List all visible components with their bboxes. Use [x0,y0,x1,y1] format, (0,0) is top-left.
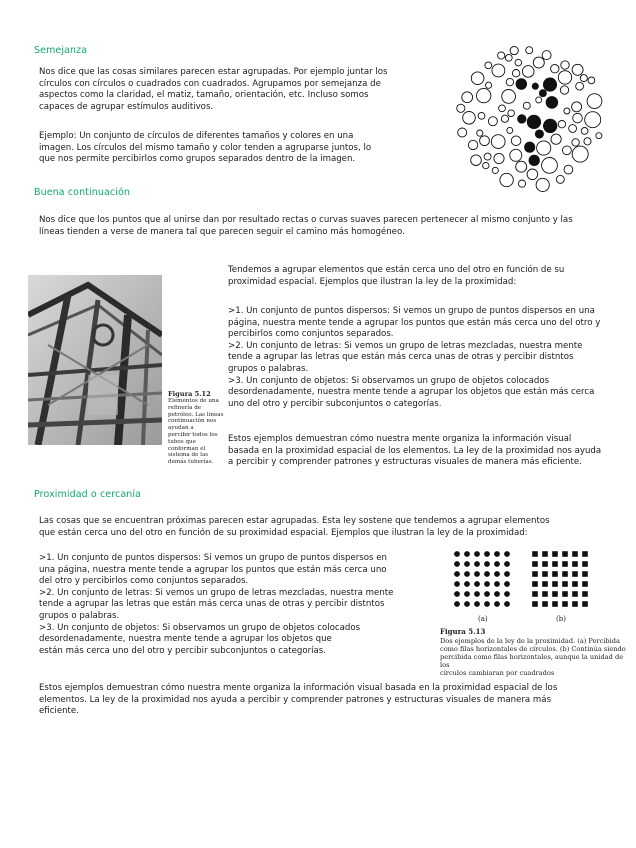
semejanza-example: Ejemplo: Un conjunto de círculos de diferentes tamaños y colores en una imagen. Los círculos del mismo tamaño y color tenden a agruparse juntos, lo que nos permite percibirlos como grupos separados dentro de la imagen. [39,131,372,165]
figure-title: Figura 5.13 [440,627,486,636]
photo-caption: Elementos de una refinería de petróleo. Las líneas continuación nos ayudan a percibir todos los tubos que conforman el sistema de las demás tuberías. [168,398,224,466]
heading-proximidad: Proximidad o cercanía [34,489,142,500]
proximidad-conclusion: Estos ejemplos demuestran cómo nuestra mente organiza la información visual basada en la proximidad espacial de los elementos. La ley de la proximidad nos ayuda a percibir y comprender patrones y estructuras visuales de manera más eficiente. [39,683,558,717]
proximidad-examples: >1. Un conjunto de puntos dispersos: Si vemos un grupo de puntos dispersos en una página, nuestra mente tende a agrupar los puntos que están más cerca uno del otro y percibirlos como conjuntos separados. >2. Un conjunto de letras: Si vemos un grupo de letras mezcladas, nuestra mente tende a agrupar las letras que están más cerca unas de otras y percibir distntos grupos o palabras. >3. Un conjunto de objetos: Si observamos un grupo de objetos colocados desordenadamente, nuestra mente tende a agrupar los objetos que están más cerca uno del otro y percibir subconjuntos o categorías. [39,553,394,656]
continuacion-conclusion: Estos ejemplos demuestran cómo nuestra mente organiza la información visual basada en la proximidad espacial de los elementos. La ley de la proximidad nos ayuda a percibir y comprender patrones y estructuras visuales de manera más eficiente. [228,434,602,468]
continuacion-description: Nos dice que los puntos que al unirse dan por resultado rectas o curvas suaves parecen pertenecer al mismo conjunto y las líneas tienden a verse de manera tal que parecen seguir el camino más homogéneo. [39,215,573,237]
proximidad-description: Las cosas que se encuentran próximas parecen estar agrupadas. Esta ley sostene que tendemos a agrupar elementos que están cerca uno del otro en función de su proximidad espacial. Ejemplos que ilustran la ley de la proximidad: [39,516,550,538]
photo-caption-title: Figura 5.12 [168,390,211,398]
proximity-squares-grid [530,549,592,611]
figure-label-a: (a) [478,615,488,623]
heading-buena-continuacion: Buena continuación [34,187,131,198]
refinery-photo [28,275,162,445]
proximity-circles-grid [452,549,514,611]
semejanza-description: Nos dice que las cosas similares parecen estar agrupadas. Por ejemplo juntar los círculos con círculos o cuadrados con cuadrados. Agrupamos por semejanza de aspectos como la claridad, el matiz, tamaño, orientación, etc. Incluso somos capaces de agrupar estímulos auditivos. [39,67,388,112]
similarity-circles-figure [450,38,610,198]
figure-caption: Dos ejemplos de la ley de la proximidad. (a) Percibida como filas horizontales de círculos. (b) Continúa siendo percibida como filas horizontales, aunque la unidad de los círculos cambiaran por cuadrados [440,637,626,677]
figure-label-b: (b) [556,615,566,623]
continuacion-intro: Tendemos a agrupar elementos que están cerca uno del otro en función de su proximidad espacial. Ejemplos que ilustran la ley de la proximidad: [228,265,565,287]
heading-semejanza: Semejanza [34,45,88,56]
continuacion-examples: >1. Un conjunto de puntos dispersos: Si vemos un grupo de puntos dispersos en una página, nuestra mente tende a agrupar los puntos que están más cerca uno del otro y percibirlos como conjuntos separados. >2. Un conjunto de letras: Si vemos un grupo de letras mezcladas, nuestra mente tende a agrupar las letras que están más cerca unas de otras y percibir distntos grupos o palabras. >3. Un conjunto de objetos: Si observamos un grupo de objetos colocados desordenadamente, nuestra mente tende a agrupar los objetos que están más cerca uno del otro y percibir subconjuntos o categorías. [228,306,601,409]
